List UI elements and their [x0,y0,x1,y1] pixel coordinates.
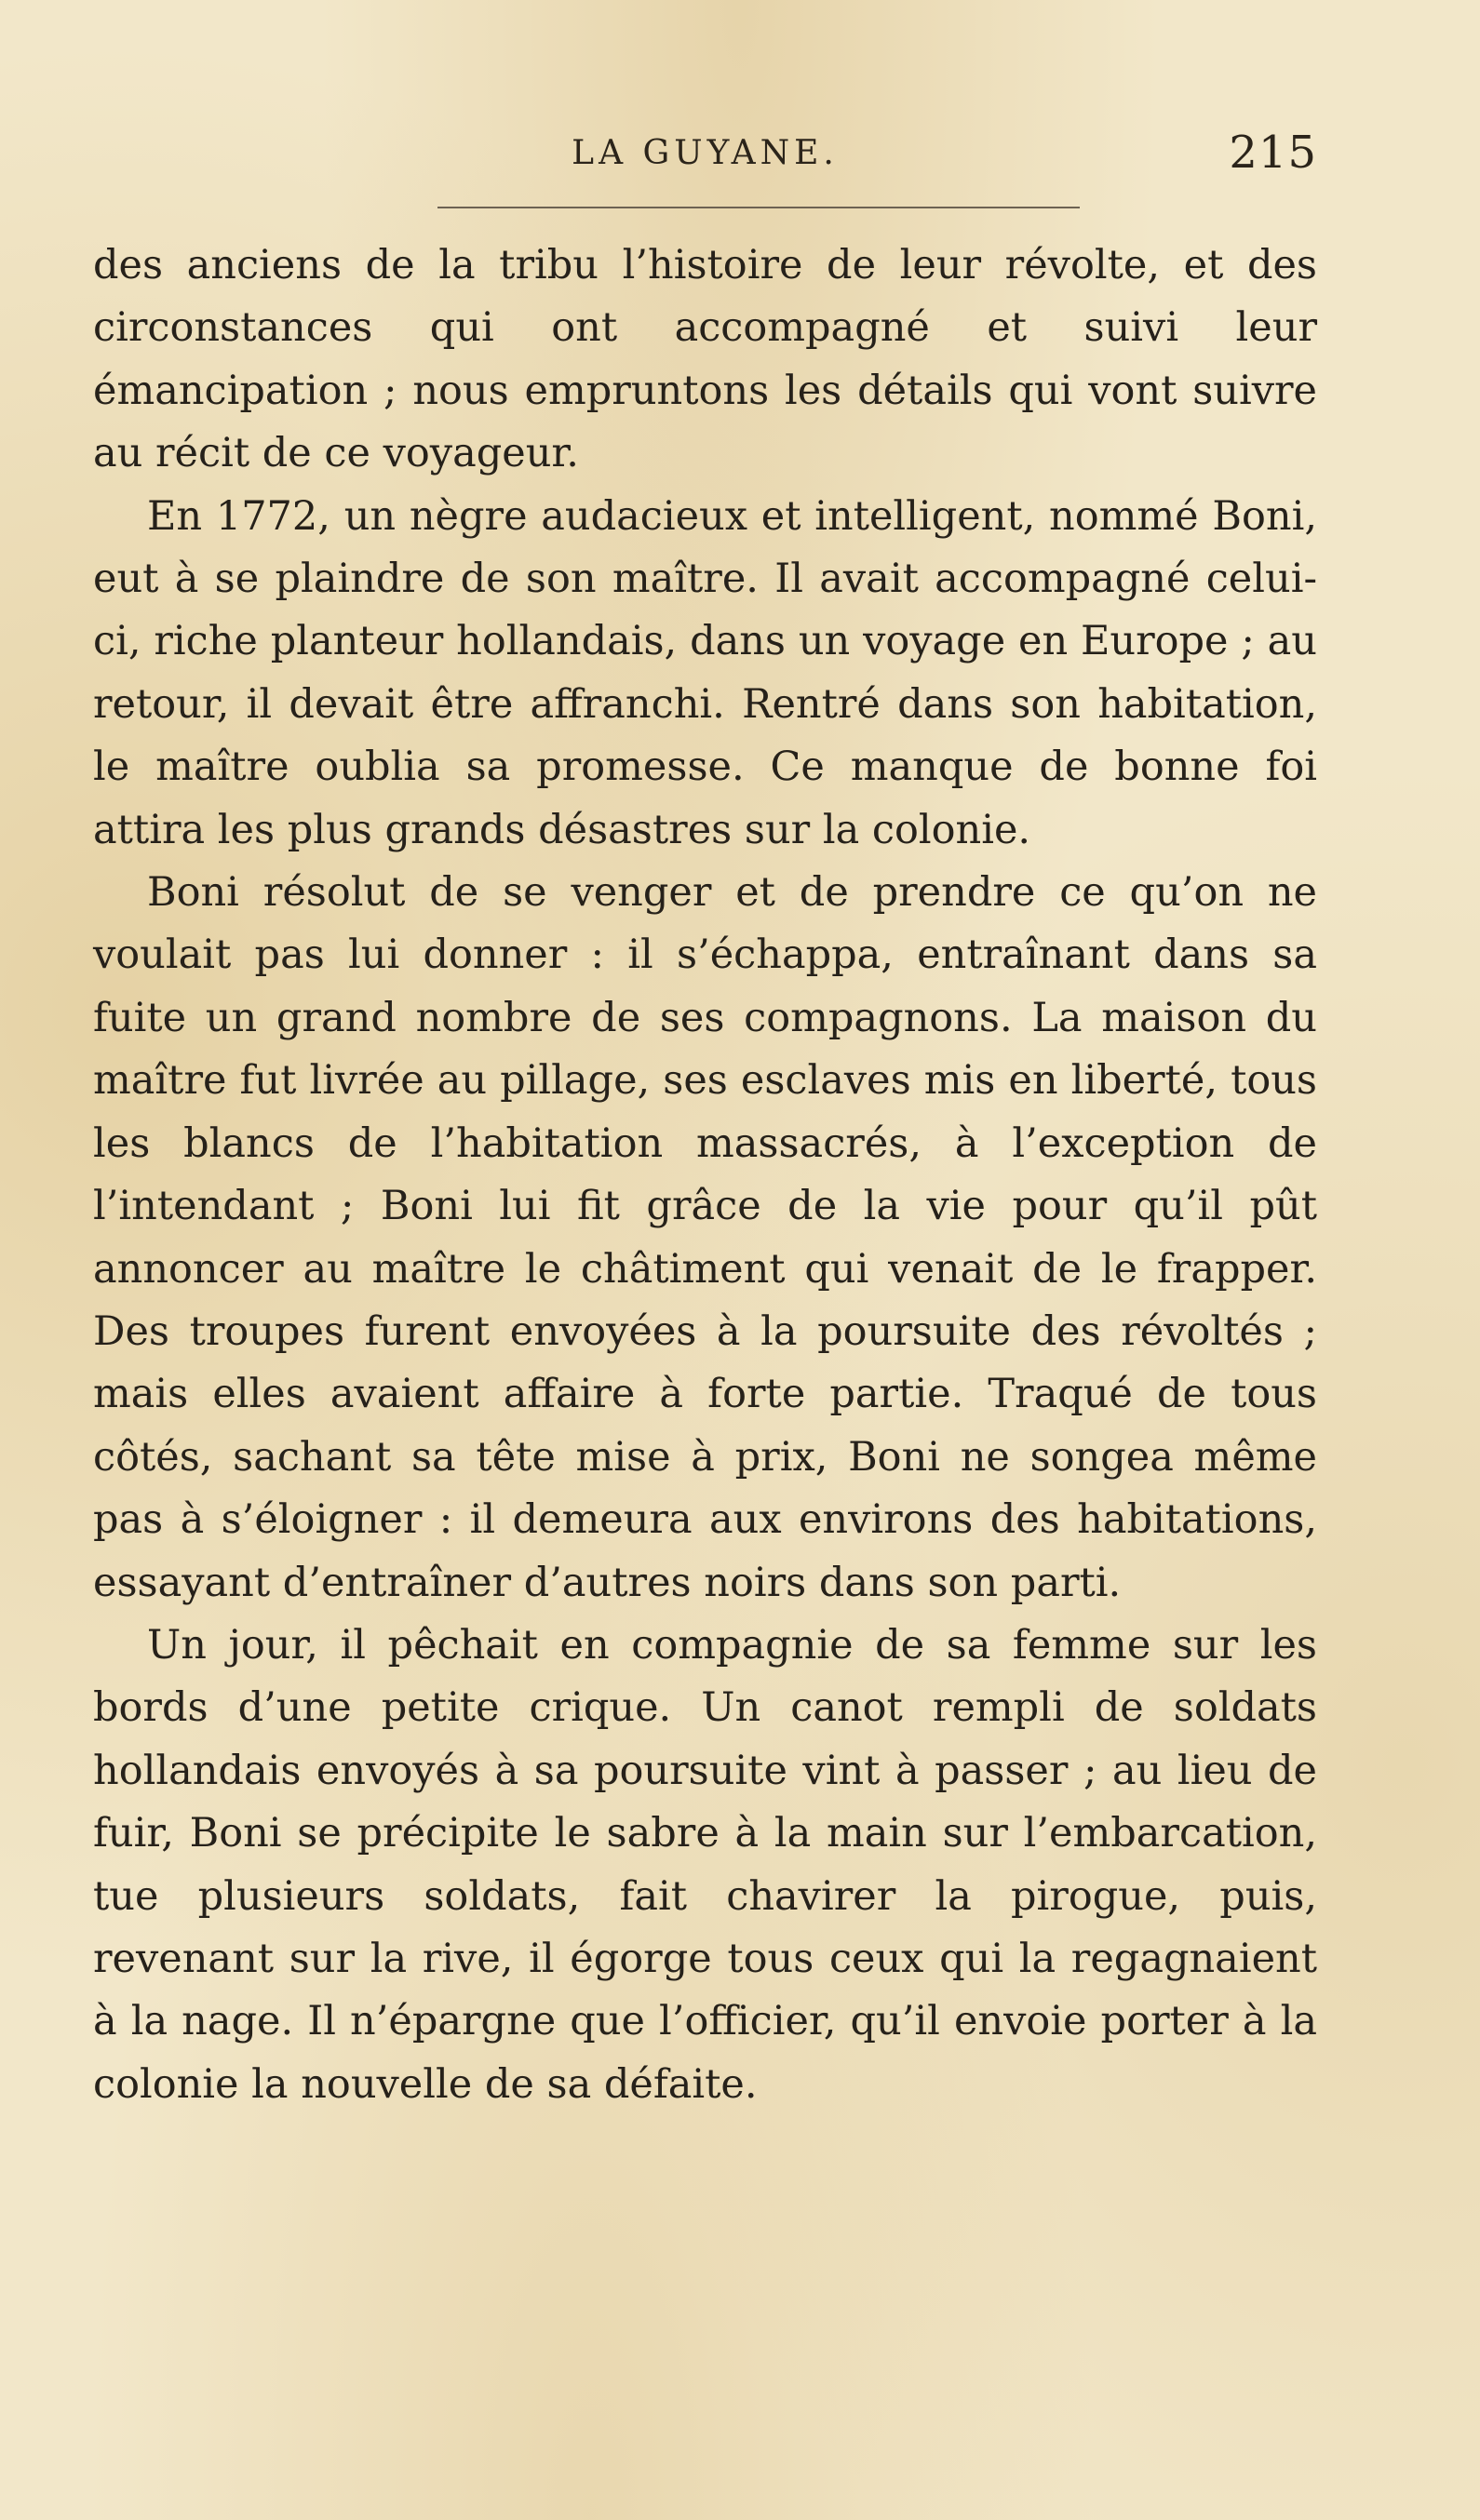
running-title: LA GUYANE. [572,134,839,172]
paragraph-3: Boni résolut de se venger et de prendre ce qu’on ne voulait pas lui donner : il s’échappa, entraînant dans sa fuite un grand nombre de ses compagnons. La maison du maître fut livrée au pillage, ses esclaves mis en liberté, tous les blancs de l’habitation massacrés, à l’exception de l’intendant ; Boni lui fit grâce de la vie pour qu’il pût annoncer au maître le châtiment qui venait de le frapper. Des troupes furent envoyées à la poursuite des révoltés ; mais elles avaient affaire à forte partie. Traqué de tous côtés, sachant sa tête mise à prix, Boni ne songea même pas à s’éloigner : il demeura aux environs des habitations, essayant d’entraîner d’autres noirs dans son parti. [93,869,1317,1606]
paragraph-2: En 1772, un nègre audacieux et intelligent, nommé Boni, eut à se plaindre de son maître. Il avait accompagné celui-ci, riche planteur hollandais, dans un voyage en Europe ; au retour, il devait être affranchi. Rentré dans son habitation, le maître oublia sa promesse. Ce manque de bonne foi attira les plus grands désastres sur la colonie. [93,492,1317,853]
paragraph-1: des anciens de la tribu l’histoire de leur révolte, et des circonstances qui ont accompagné et suivi leur émancipation ; nous empruntons les détails qui vont suivre au récit de ce voyageur. [93,242,1317,477]
paragraph-4: Un jour, il pêchait en compagnie de sa femme sur les bords d’une petite crique. Un canot rempli de soldats hollandais envoyés à sa poursuite vint à passer ; au lieu de fuir, Boni se précipite le sabre à la main sur l’embarcation, tue plusieurs soldats, fait chavirer la pirogue, puis, revenant sur la rive, il égorge tous ceux qui la regagnaient à la nage. Il n’épargne que l’officier, qu’il envoie porter à la colonie la nouvelle de sa défaite. [93,1621,1317,2108]
page-header [93,127,1317,182]
body-text [93,235,1317,2116]
header-rule [437,207,1080,208]
page-number: 215 [1229,127,1317,179]
